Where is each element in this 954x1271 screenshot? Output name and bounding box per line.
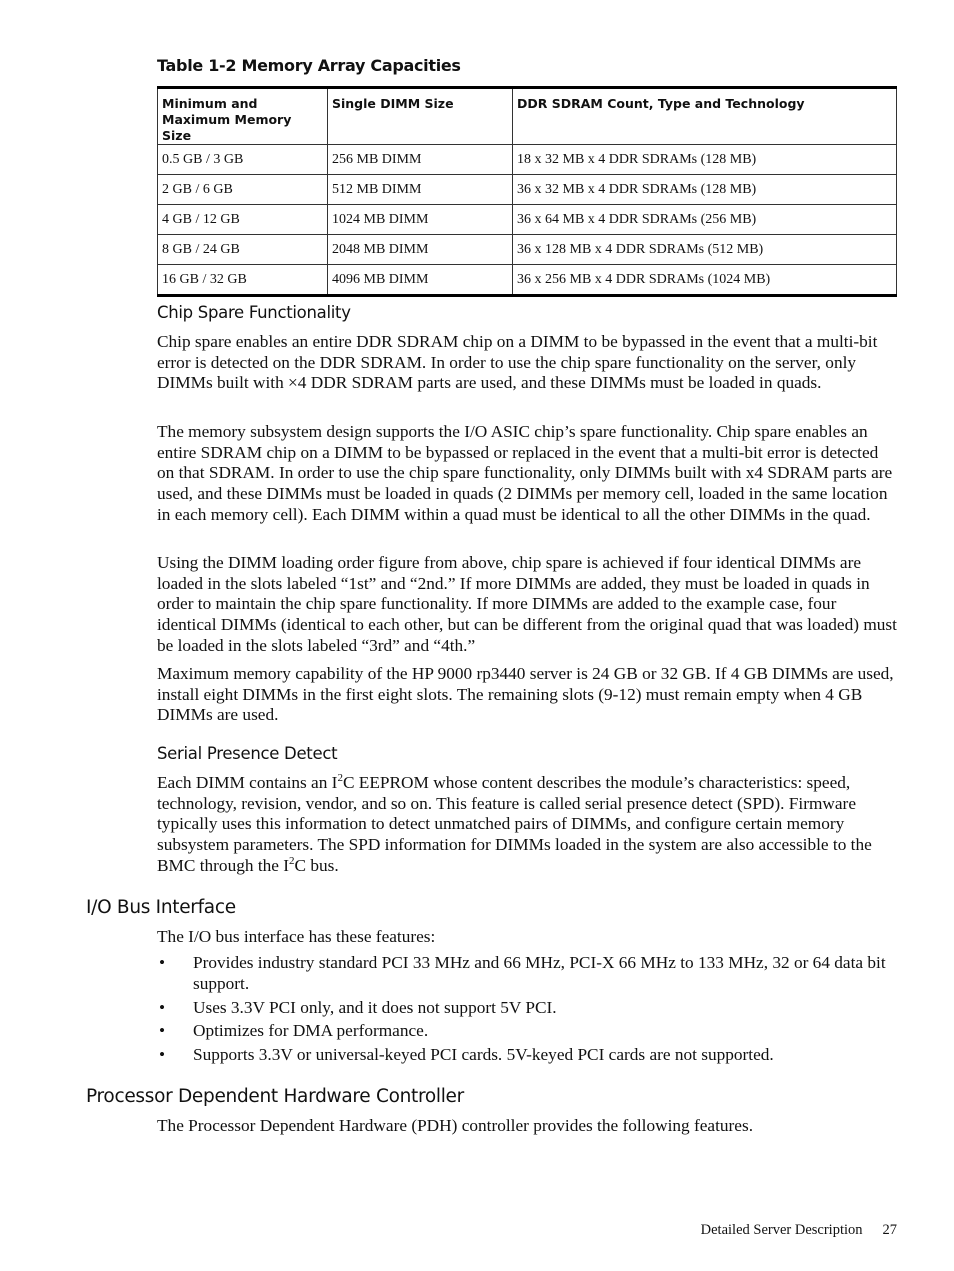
bullet-icon: •: [159, 1045, 166, 1065]
list-item-text: Supports 3.3V or universal-keyed PCI cards. 5V-keyed PCI cards are not supported.: [193, 1045, 774, 1065]
list-item: [157, 1045, 897, 1066]
table-header-cell: Single DIMM Size: [328, 88, 513, 145]
memory-capacity-table: [157, 86, 897, 297]
table-cell: 1024 MB DIMM: [328, 205, 513, 235]
table-cell: 4 GB / 12 GB: [158, 205, 328, 235]
table-cell: 256 MB DIMM: [328, 145, 513, 175]
superscript: 2: [337, 772, 343, 784]
page-footer: [600, 1222, 897, 1239]
table-row: [158, 235, 897, 265]
table-cell: 36 x 128 MB x 4 DDR SDRAMs (512 MB): [513, 235, 897, 265]
spd-heading: Serial Presence Detect: [157, 744, 338, 763]
table-row: [158, 205, 897, 235]
table-row: [158, 265, 897, 296]
list-item-text: Provides industry standard PCI 33 MHz and 66 MHz, PCI-X 66 MHz to 133 MHz, 32 or 64 data bit support.: [193, 953, 886, 993]
table-row: [158, 145, 897, 175]
list-item: [157, 953, 897, 994]
chip-spare-heading: Chip Spare Functionality: [157, 303, 351, 322]
chip-spare-paragraph-1: Chip spare enables an entire DDR SDRAM chip on a DIMM to be bypassed in the event that a multi-bit error is detected on the DDR SDRAM. In order to use the chip spare functionality on the server, only DIMMs built with ×4 DDR SDRAM parts are used, and these DIMMs must be loaded in quads.: [157, 332, 878, 393]
superscript: 2: [289, 854, 295, 867]
spd-text-part: C bus.: [294, 855, 339, 875]
table-header-row: [158, 88, 897, 145]
list-item: [157, 1021, 897, 1042]
spd-text-part: C EEPROM whose content describes the module’s characteristics: speed, technology, revision, vendor, and so on. This feature is called serial presence detect (SPD). Firmware typically uses this information to detect unmatched pairs of DIMMs, and configure certain memory subsystem parameters. The SPD information for DIMMs loaded in the system are also accessible to the BMC through the I: [157, 773, 872, 875]
list-item: [157, 998, 897, 1019]
table-cell: 18 x 32 MB x 4 DDR SDRAMs (128 MB): [513, 145, 897, 175]
table-header-cell: Minimum and Maximum Memory Size: [158, 88, 328, 145]
table-cell: 36 x 32 MB x 4 DDR SDRAMs (128 MB): [513, 175, 897, 205]
chip-spare-paragraph-2: The memory subsystem design supports the I/O ASIC chip’s spare functionality. Chip spare enables an entire SDRAM chip on a DIMM to be bypassed or replaced in the event that a multi-bit error is detected on that SDRAM. In order to use the chip spare functionality, only DIMMs built with x4 SDRAM parts are used, and these DIMMs must be loaded in quads (2 DIMMs per memory cell, loaded in the same location in each memory cell). Each DIMM within a quad must be identical to all the other DIMMs in the quad.: [157, 422, 893, 524]
pdh-intro: The Processor Dependent Hardware (PDH) controller provides the following features.: [157, 1116, 754, 1135]
table-cell: 0.5 GB / 3 GB: [158, 145, 328, 175]
spd-paragraph: [157, 773, 897, 877]
table-caption: Table 1-2 Memory Array Capacities: [157, 56, 461, 75]
list-item-text: Uses 3.3V PCI only, and it does not support 5V PCI.: [193, 997, 557, 1017]
pdh-heading: Processor Dependent Hardware Controller: [86, 1086, 464, 1107]
table-cell: 512 MB DIMM: [328, 175, 513, 205]
table-cell: 4096 MB DIMM: [328, 265, 513, 296]
bullet-icon: •: [159, 1021, 166, 1041]
table-cell: 36 x 64 MB x 4 DDR SDRAMs (256 MB): [513, 205, 897, 235]
io-bus-intro: The I/O bus interface has these features:: [157, 927, 436, 946]
table-cell: 16 GB / 32 GB: [158, 265, 328, 296]
bullet-icon: •: [159, 997, 166, 1017]
table-cell: 2048 MB DIMM: [328, 235, 513, 265]
page-number: 27: [882, 1222, 897, 1238]
bullet-icon: •: [159, 953, 166, 972]
table-cell: 8 GB / 24 GB: [158, 235, 328, 265]
chip-spare-paragraph-3: Using the DIMM loading order figure from above, chip spare is achieved if four identical DIMMs are loaded in the slots labeled “1st” and “2nd.” If more DIMMs are added, they must be loaded in quads in order to maintain the chip spare functionality. If more DIMMs are added to the example case, four identical DIMMs (identical to each other, but can be different from the original quad that was loaded) must be loaded in the slots labeled “3rd” and “4th.”: [157, 553, 897, 655]
footer-section-title: Detailed Server Description: [700, 1222, 863, 1238]
table-header-cell: DDR SDRAM Count, Type and Technology: [513, 88, 897, 145]
io-bus-feature-list: [157, 953, 897, 1069]
list-item-text: Optimizes for DMA performance.: [193, 1021, 429, 1041]
chip-spare-paragraph-4: Maximum memory capability of the HP 9000 rp3440 server is 24 GB or 32 GB. If 4 GB DIMMs are used, install eight DIMMs in the first eight slots. The remaining slots (9-12) must remain empty when 4 GB DIMMs are used.: [157, 664, 894, 725]
spd-text-part: Each DIMM contains an I: [157, 773, 338, 792]
table-cell: 36 x 256 MB x 4 DDR SDRAMs (1024 MB): [513, 265, 897, 296]
table-cell: 2 GB / 6 GB: [158, 175, 328, 205]
io-bus-heading: I/O Bus Interface: [86, 897, 236, 918]
table-row: [158, 175, 897, 205]
